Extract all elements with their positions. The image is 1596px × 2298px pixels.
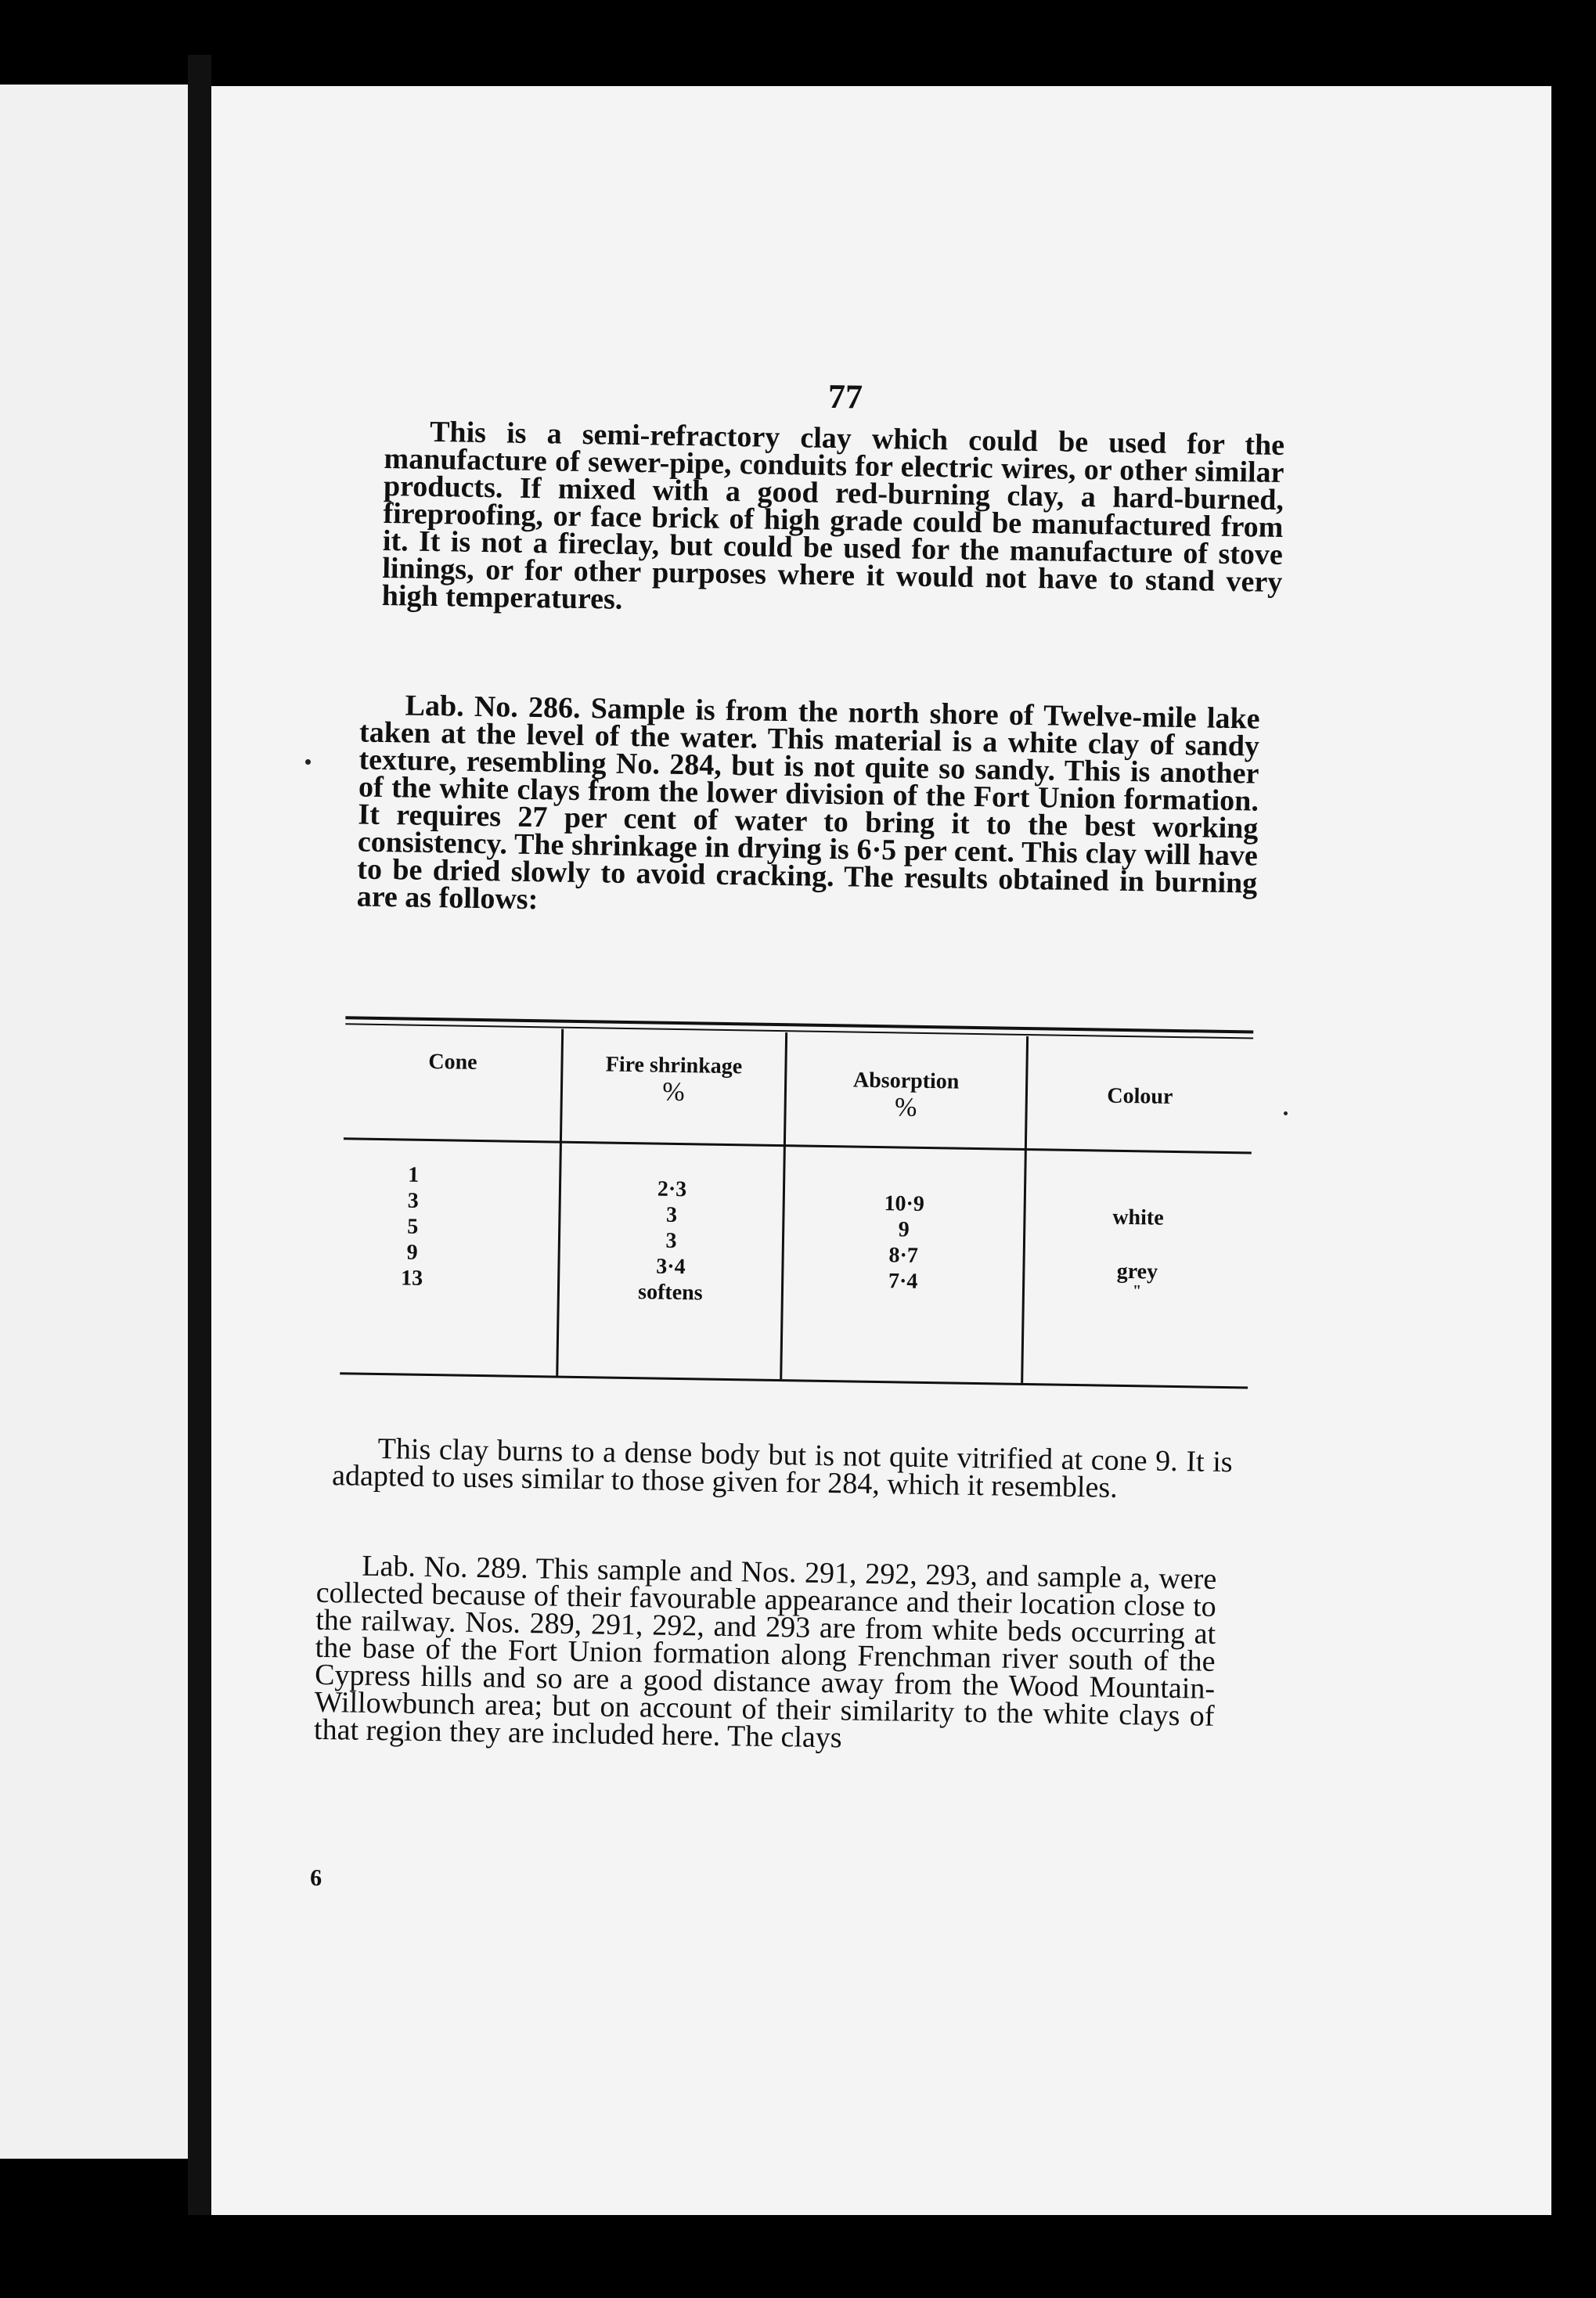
speck [305,759,311,765]
paragraph-dense-body: This clay burns to a dense body but is not quite vitrified at cone 9. It is adapted to uses similar to those given for 284, which it resembles. [331,1432,1233,1504]
signature-mark: 6 [309,1864,322,1891]
paragraph-lab-286: Lab. No. 286. Sample is from the north shore of Twelve-mile lake taken at the level of the water. This material is a white clay of sandy texture, resembling No. 284, but is not quite so sandy. This is another of the white clays from the lower division of the Fort Union formation. It requires 27 per cent of water to bring it to the best working consistency. The shrinkage in drying is 6·5 per cent. This clay will have to be dried slowly to avoid cracking. The results obtained in burning are as follows: [356,689,1260,917]
header-colour: Colour [1107,1083,1173,1109]
paragraph-lab-289: Lab. No. 289. This sample and Nos. 291, 292, 293, and sample a, were collected because of their favourable appearance and their location close to the railway. Nos. 289, 291, 292, and 293 are from white beds occurring at the base of the Fort Union formation along Frenchman river south of the Cypress hills and so are a good distance away from the Wood Mountain-Willowbunch area; but on account of their similarity to the white clays of that region they are included here. The clays [313,1549,1217,1755]
cone-column [341,1161,485,1292]
burning-results-table [340,1016,1253,1398]
header-cone: Cone [428,1049,477,1075]
table-cell: 9 [406,1240,418,1265]
table-cell: 5 [406,1214,419,1239]
page-number: 77 [827,376,863,416]
table-cell: 10·9 [884,1191,925,1216]
table-cell: 1 [407,1162,420,1187]
speck [1284,1111,1288,1115]
table-cell: " [1132,1282,1142,1300]
table-cell: 3 [665,1228,677,1253]
paragraph-clay-uses: This is a semi-refractory clay which could be used for the manufacture of sewer-pipe, conduits for electric wires, or other similar products. If mixed with a good red-burning clay, a hard-burned, fireproofing, or face brick of high grade could be manufactured from it. It is not a fireclay, but could be used for the manufacture of stove linings, or for other purposes where it would not have to stand very high temperatures. [381,415,1285,616]
table-cell: 3 [407,1188,419,1213]
table-bottom-rule [340,1372,1248,1389]
colour-column [1025,1203,1251,1298]
header-absorption: Absorption % [852,1068,960,1122]
table-cell: 7·4 [888,1269,918,1294]
table-cell: 9 [898,1217,910,1242]
table-cell: 3 [665,1202,678,1227]
table-cell: 2·3 [657,1176,687,1202]
table-cell: 3·4 [656,1254,686,1280]
table-cell: softens [637,1280,703,1306]
header-bottom-rule [344,1137,1252,1154]
document-page [211,86,1551,2215]
table-cell: 8·7 [888,1243,919,1268]
header-fire-shrinkage: Fire shrinkage % [605,1052,743,1108]
table-cell: white [1112,1205,1164,1230]
table-cell: 13 [400,1266,423,1291]
absorption-column [784,1189,1024,1296]
fire-shrinkage-column [560,1175,784,1307]
adjacent-page-edge [0,85,188,2159]
table-cell: grey [1116,1259,1158,1284]
